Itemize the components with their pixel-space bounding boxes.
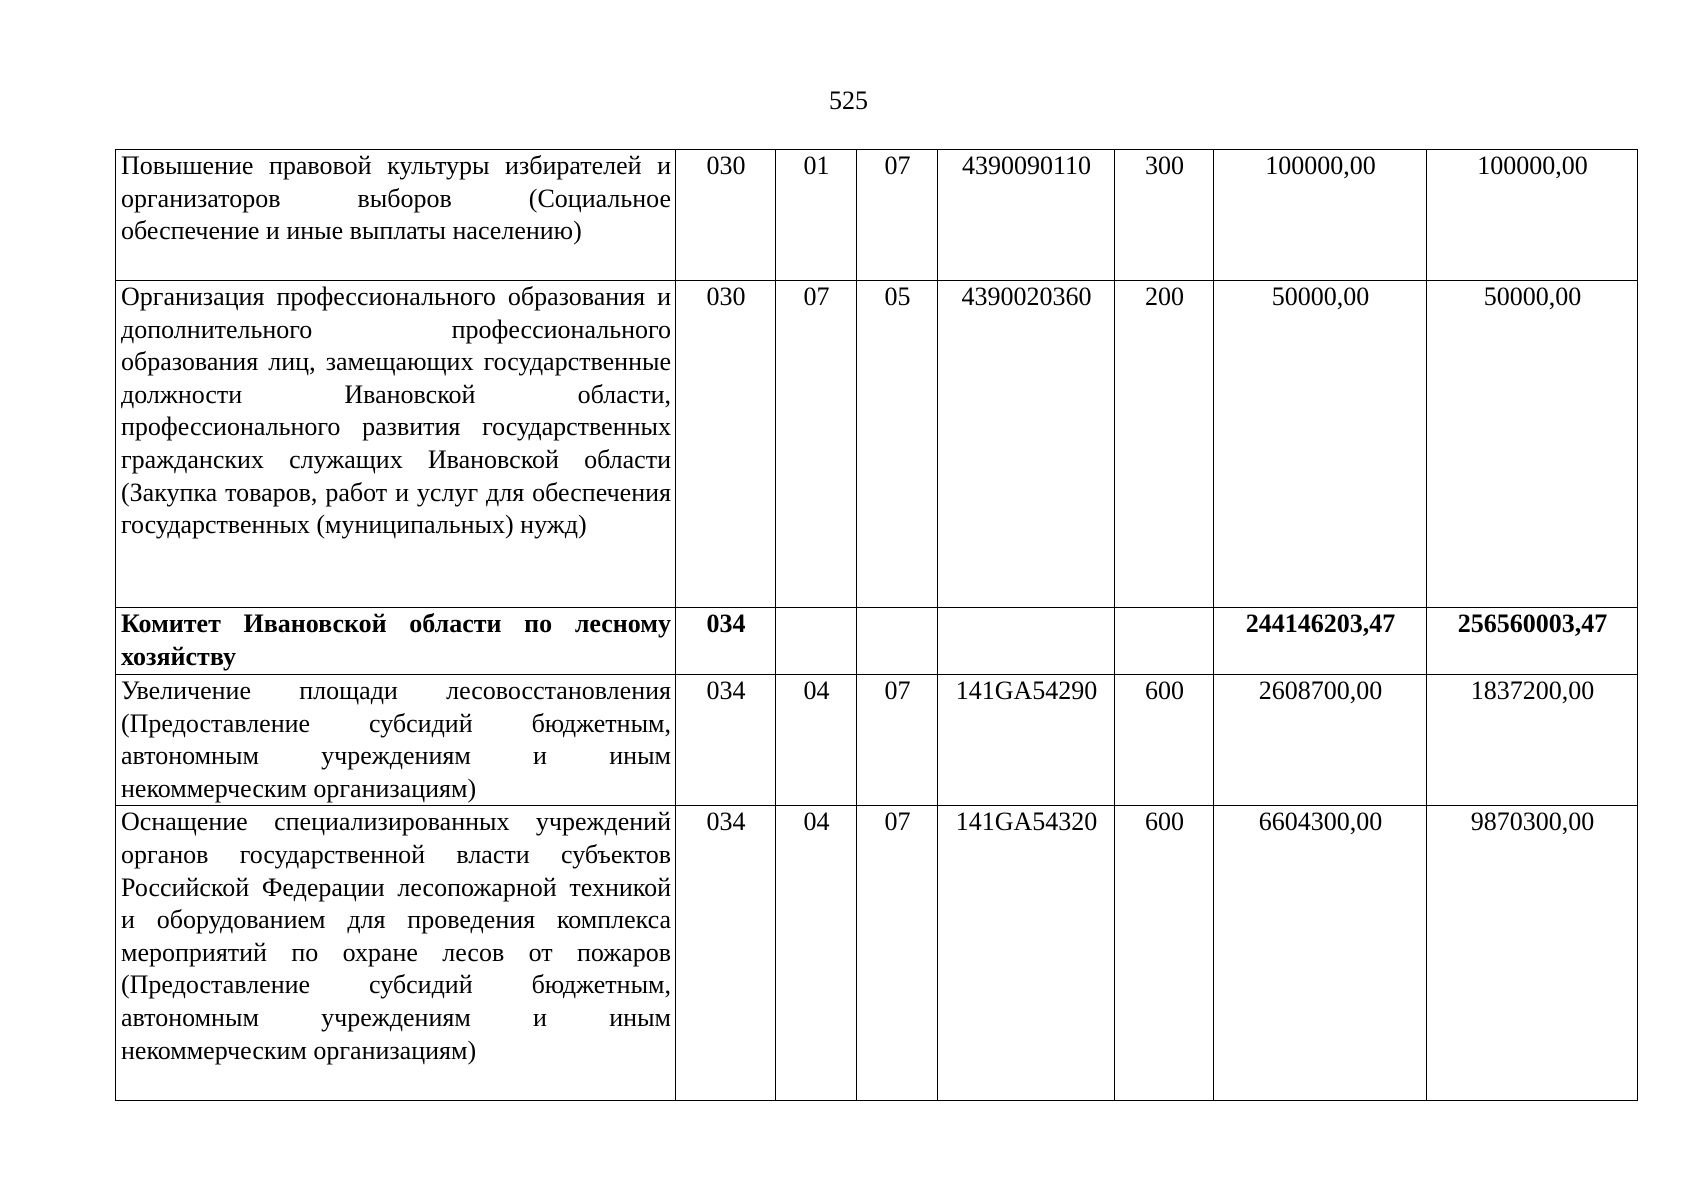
- section-code: [776, 608, 857, 675]
- amount-year-2: 9870300,00: [1427, 806, 1638, 1101]
- subsection-code: 07: [857, 675, 938, 806]
- amount-year-2: 50000,00: [1427, 281, 1638, 608]
- subsection-code: 07: [857, 806, 938, 1101]
- target-code: 4390020360: [938, 281, 1115, 608]
- table-row: [116, 675, 1638, 806]
- amount-year-1: 2608700,00: [1214, 675, 1427, 806]
- row-name: Повышение правовой культуры избирателей и организаторов выборов (Социальное обеспечение и иные выплаты населению): [116, 150, 676, 281]
- ministry-code: 034: [676, 806, 776, 1101]
- table-row: [116, 806, 1638, 1101]
- amount-year-1: 100000,00: [1214, 150, 1427, 281]
- budget-table: [115, 149, 1638, 1101]
- amount-year-1: 50000,00: [1214, 281, 1427, 608]
- amount-year-1: 244146203,47: [1214, 608, 1427, 675]
- expense-type-code: 600: [1115, 675, 1214, 806]
- ministry-code: 034: [676, 608, 776, 675]
- expense-type-code: 300: [1115, 150, 1214, 281]
- row-name: Организация профессионального образования и дополнительного профессионального образования лиц, замещающих государственные должности Ивановской области, профессионального развития государственных гражданских служащих Ивановской области (Закупка товаров, работ и услуг для обеспечения государственных (муниципальных) нужд): [116, 281, 676, 608]
- subsection-code: [857, 608, 938, 675]
- target-code: 141GA54290: [938, 675, 1115, 806]
- expense-type-code: [1115, 608, 1214, 675]
- target-code: [938, 608, 1115, 675]
- table-row: [116, 150, 1638, 281]
- amount-year-1: 6604300,00: [1214, 806, 1427, 1101]
- ministry-code: 030: [676, 281, 776, 608]
- target-code: 141GA54320: [938, 806, 1115, 1101]
- section-code: 07: [776, 281, 857, 608]
- amount-year-2: 256560003,47: [1427, 608, 1638, 675]
- ministry-code: 034: [676, 675, 776, 806]
- ministry-code: 030: [676, 150, 776, 281]
- subsection-code: 05: [857, 281, 938, 608]
- row-name: Увеличение площади лесовосстановления (Предоставление субсидий бюджетным, автономным учреждениям и иным некоммерческим организациям): [116, 675, 676, 806]
- section-code: 04: [776, 806, 857, 1101]
- table-row: [116, 608, 1638, 675]
- page-number: 525: [829, 86, 868, 115]
- row-name: Оснащение специализированных учреждений органов государственной власти субъектов Российской Федерации лесопожарной техникой и оборудованием для проведения комплекса мероприятий по охране лесов от пожаров (Предоставление субсидий бюджетным, автономным учреждениям и иным некоммерческим организациям): [116, 806, 676, 1101]
- amount-year-2: 1837200,00: [1427, 675, 1638, 806]
- table-row: [116, 281, 1638, 608]
- expense-type-code: 200: [1115, 281, 1214, 608]
- row-name: Комитет Ивановской области по лесному хозяйству: [116, 608, 676, 675]
- target-code: 4390090110: [938, 150, 1115, 281]
- amount-year-2: 100000,00: [1427, 150, 1638, 281]
- section-code: 01: [776, 150, 857, 281]
- section-code: 04: [776, 675, 857, 806]
- expense-type-code: 600: [1115, 806, 1214, 1101]
- subsection-code: 07: [857, 150, 938, 281]
